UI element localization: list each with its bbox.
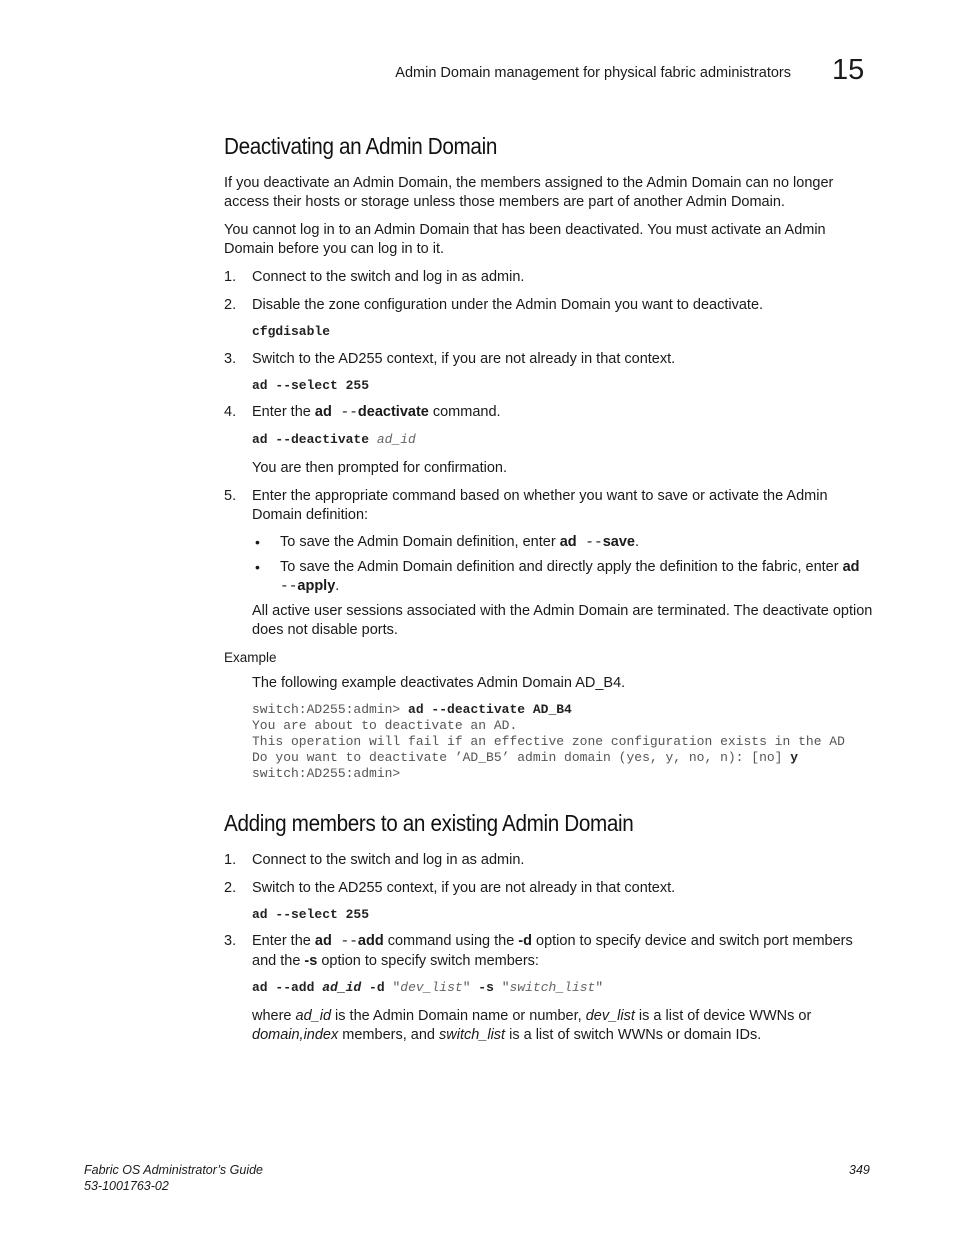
step-number: 4.: [224, 404, 237, 420]
code-block: ad --deactivate ad_id: [252, 432, 416, 447]
code-block: ad --add ad_id -d "dev_list" -s "switch_list": [252, 980, 604, 995]
paragraph: If you deactivate an Admin Domain, the members assigned to the Admin Domain can no longer access their hosts or storage unless those members are part of another Admin Domain.: [224, 175, 834, 210]
command-keyword: deactivate: [357, 404, 429, 420]
step-text: Disable the zone configuration under the Admin Domain you want to deactivate.: [252, 297, 764, 313]
command-keyword: ad: [314, 404, 332, 420]
code-block: ad --select 255: [252, 378, 370, 393]
step-note: All active user sessions associated with the Admin Domain are terminated. The deactivate option does not disable ports.: [252, 603, 873, 638]
step-note: You are then prompted for confirmation.: [252, 460, 507, 476]
footer-doc-number: 53-1001763-02: [84, 1179, 169, 1193]
step-text: Switch to the AD255 context, if you are not already in that context.: [252, 880, 676, 896]
bullet-icon: •: [255, 534, 260, 550]
bullet-icon: •: [255, 559, 260, 575]
step-text: Enter the appropriate command based on whether you want to save or activate the Admin Domain definition:: [252, 488, 828, 523]
step-note: where ad_id is the Admin Domain name or number, dev_list is a list of device WWNs or domain,index members, and switch_list is a list of switch WWNs or domain IDs.: [252, 1008, 812, 1043]
footer-doc-title: Fabric OS Administrator’s Guide: [84, 1163, 263, 1177]
example-label: Example: [224, 650, 277, 665]
step-text: Enter the ad --deactivate command.: [252, 404, 501, 421]
step-number: 3.: [224, 351, 237, 367]
code-block: ad --select 255: [252, 907, 370, 922]
step-text: Connect to the switch and log in as admin.: [252, 269, 525, 285]
step-text: Connect to the switch and log in as admin.: [252, 852, 525, 868]
bullet-text: To save the Admin Domain definition and directly apply the definition to the fabric, enter ad --apply.: [280, 559, 860, 595]
code-block: cfgdisable: [252, 324, 331, 339]
step-number: 1.: [224, 852, 237, 868]
terminal-output: switch:AD255:admin> ad --deactivate AD_B4 You are about to deactivate an AD. This operation will fail if an effective zone configuration exists in the AD Do you want to deactivate ’AD_B5’ admin domain (yes, y, no, n): [no] y switch:AD255:admin>: [252, 702, 845, 781]
step-number: 2.: [224, 297, 237, 313]
step-text: Enter the ad --add command using the -d option to specify device and switch port members and the -s option to specify switch members:: [252, 933, 853, 969]
footer-doc-info: [84, 1162, 263, 1194]
section-heading-adding-members: Adding members to an existing Admin Domain: [224, 810, 634, 836]
step-number: 2.: [224, 880, 237, 896]
page-number: 349: [849, 1163, 870, 1177]
step-number: 1.: [224, 269, 237, 285]
step-text: Switch to the AD255 context, if you are not already in that context.: [252, 351, 676, 367]
step-number: 3.: [224, 933, 237, 949]
section-heading-deactivating: Deactivating an Admin Domain: [224, 133, 497, 159]
paragraph: You cannot log in to an Admin Domain that has been deactivated. You must activate an Admin Domain before you can log in to it.: [224, 222, 826, 257]
chapter-number: 15: [832, 54, 865, 86]
bullet-text: To save the Admin Domain definition, enter ad --save.: [280, 534, 640, 551]
running-header: Admin Domain management for physical fabric administrators: [395, 65, 791, 81]
example-intro: The following example deactivates Admin Domain AD_B4.: [252, 675, 626, 691]
step-number: 5.: [224, 488, 237, 504]
